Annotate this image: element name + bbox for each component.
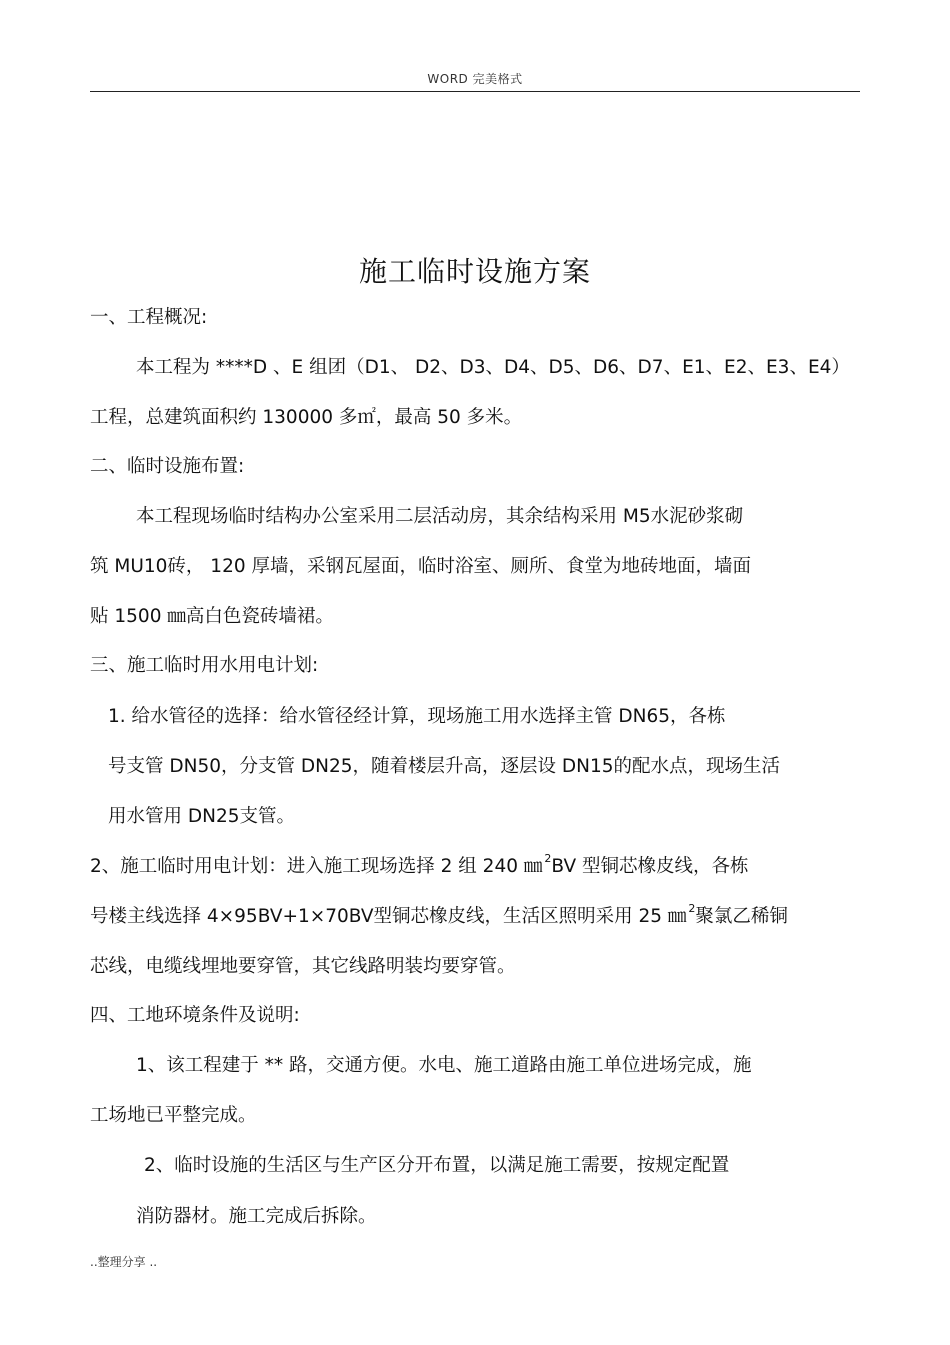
section-1-line-2: 工程，总建筑面积约 130000 多㎡，最高 50 多米。	[90, 407, 523, 428]
power-plan-text-a: 2、施工临时用电计划：进入施工现场选择 2 组 240 ㎜	[90, 856, 543, 877]
main-line-text-a: 号楼主线选择 4×95BV+1×70BV型铜芯橡皮线，生活区照明采用 25 ㎜	[90, 906, 687, 927]
section-1-line-1: 本工程为 ****D 、E 组团（D1、 D2、D3、D4、D5、D6、D7、E1、E2、E3、E4）	[136, 357, 850, 378]
section-2-heading: 二、临时设施布置:	[90, 456, 245, 477]
page-footer: ..整理分享 ..	[90, 1255, 158, 1269]
section-3-item-1-line-1: 1. 给水管径的选择：给水管径经计算，现场施工用水选择主管 DN65，各栋	[108, 706, 726, 727]
section-3-item-2-line-2	[90, 902, 788, 930]
superscript-2: 2	[688, 902, 696, 915]
section-3-heading: 三、施工临时用水用电计划:	[90, 655, 319, 676]
section-3-item-2-line-3: 芯线，电缆线埋地要穿管，其它线路明装均要穿管。	[90, 956, 516, 977]
section-3-item-2-line-1	[90, 852, 749, 880]
section-2-line-3: 贴 1500 ㎜高白色瓷砖墙裙。	[90, 606, 334, 627]
section-2-line-2: 筑 MU10砖， 120 厚墙，采钢瓦屋面，临时浴室、厕所、食堂为地砖地面，墙面	[90, 556, 751, 577]
section-4-item-1-line-1: 1、该工程建于 ** 路，交通方便。水电、施工道路由施工单位进场完成，施	[136, 1055, 752, 1076]
section-2-line-1: 本工程现场临时结构办公室采用二层活动房，其余结构采用 M5水泥砂浆砌	[136, 506, 744, 527]
section-4-item-2-line-2: 消防器材。施工完成后拆除。	[136, 1206, 377, 1227]
section-4-item-2-line-1: 2、临时设施的生活区与生产区分开布置，以满足施工需要，按规定配置	[144, 1155, 730, 1176]
page-header: WORD 完美格式	[427, 72, 523, 86]
power-plan-text-b: BV 型铜芯橡皮线，各栋	[551, 856, 749, 877]
section-4-item-1-line-2: 工场地已平整完成。	[90, 1105, 257, 1126]
section-4-heading: 四、工地环境条件及说明:	[90, 1005, 300, 1026]
section-1-heading: 一、工程概况:	[90, 307, 208, 328]
superscript-2: 2	[544, 852, 552, 865]
main-line-text-b: 聚氯乙稀铜	[695, 906, 788, 927]
section-3-item-1-line-3: 用水管用 DN25支管。	[108, 806, 296, 827]
document-title: 施工临时设施方案	[358, 255, 591, 288]
header-rule	[90, 91, 860, 92]
section-3-item-1-line-2: 号支管 DN50，分支管 DN25，随着楼层升高，逐层设 DN15的配水点，现场生活	[108, 756, 781, 777]
